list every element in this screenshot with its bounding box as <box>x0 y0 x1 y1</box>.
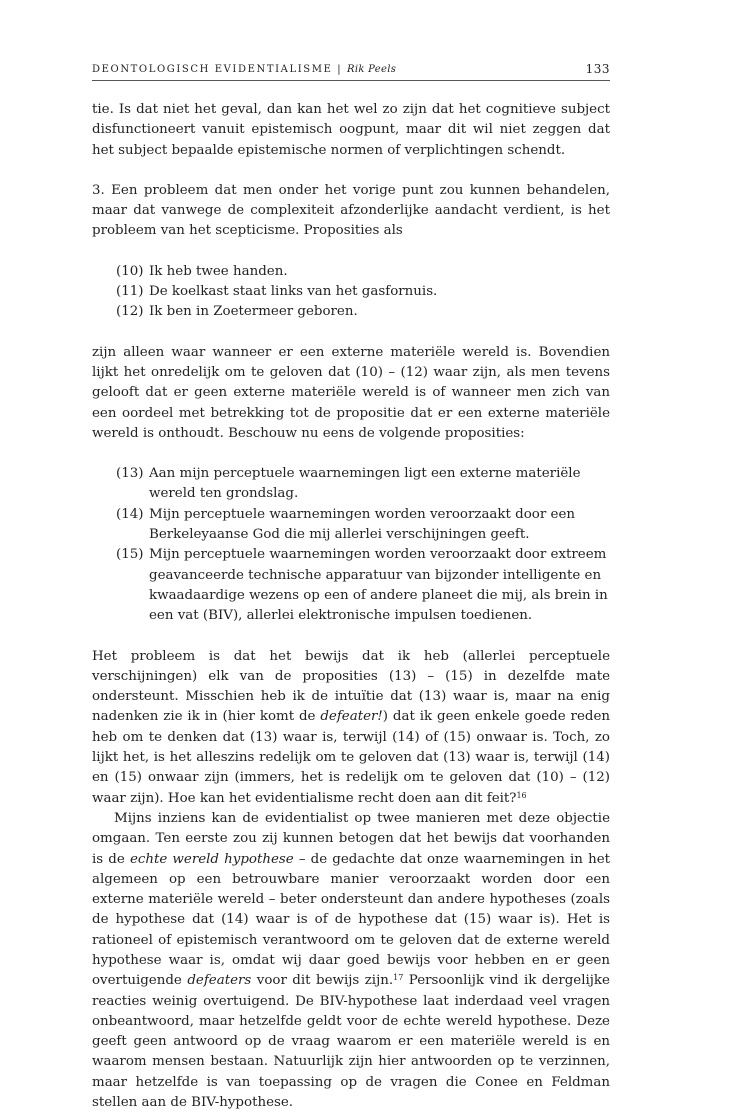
header-author: Rik Peels <box>347 64 397 75</box>
item-number: (12) <box>116 304 144 320</box>
paragraph-gap <box>92 444 610 464</box>
running-header <box>92 62 610 81</box>
running-title <box>92 64 396 75</box>
footnote-ref[interactable]: 16 <box>516 790 527 800</box>
item-number: (10) <box>116 263 144 279</box>
text-run: ) dat ik geen enkele goede reden heb om te denken dat (13) waar is, terwijl (14) of (15) onwaar is. Toch, zo lijkt het, is het alleszins redelijk om te geloven dat (13) waar is, terwijl (14) en (15) onwaar zijn (immers, het is redelijk om te geloven dat (10) – (12) waar zijn). Hoe kan het evidentialisme recht doen aan dit feit? <box>92 709 610 806</box>
proposition-list-1 <box>92 262 610 323</box>
italic-term: echte wereld hypothese <box>129 851 294 867</box>
paragraph-5 <box>92 809 610 1113</box>
text-run: Persoonlijk vind ik dergelijke reacties weinig overtuigend. De BIV-hypothese laat inderdaad veel vragen onbeantwoord, maar hetzelfde geldt voor de echte wereld hypothese. Deze geeft geen antwoord op de vraag waarom er een materiële wereld is en waarom mensen bestaan. Natuurlijk zijn hier antwoorden op te verzinnen, maar hetzelfde is van toepassing op de vragen die Conee en Feldman stellen aan de BIV-hypothese. <box>92 973 610 1111</box>
item-number: (11) <box>116 284 144 300</box>
item-text: Mijn perceptuele waarnemingen worden veroorzaakt door extreem geavanceerde technische apparatuur van bijzonder intelligente en kwaadaardige wezens op een of andere planeet die mij, als brein in een vat (BIV), allerlei elektronische impulsen toedienen. <box>149 547 608 624</box>
paragraph-gap <box>92 323 610 343</box>
paragraph-gap <box>92 242 610 262</box>
item-number: (13) <box>116 466 144 482</box>
italic-term: defeaters <box>187 973 252 989</box>
page-body <box>92 100 610 1113</box>
item-text: Aan mijn perceptuele waarnemingen ligt een externe materiële wereld ten grondslag. <box>149 466 581 502</box>
paragraph-1: tie. Is dat niet het geval, dan kan het wel zo zijn dat het cognitieve subject disfunctioneert vanuit epistemisch oogpunt, maar dit wil niet zeggen dat het subject bepaalde epistemische normen of verplichtingen schendt. <box>92 102 610 158</box>
list-item <box>92 302 610 322</box>
header-separator: | <box>332 64 348 75</box>
list-item <box>92 262 610 282</box>
paragraph-gap <box>92 627 610 647</box>
paragraph-3: zijn alleen waar wanneer er een externe materiële wereld is. Bovendien lijkt het onredelijk om te geloven dat (10) – (12) waar zijn, als men tevens gelooft dat er geen externe materiële wereld is of wanneer men zich van een oordeel met betrekking tot de propositie dat er een externe materiële wereld is onthoudt. Beschouw nu eens de volgende proposities: <box>92 344 610 441</box>
list-item <box>92 282 610 302</box>
item-text: Ik heb twee handen. <box>149 263 288 279</box>
list-item <box>92 545 610 626</box>
item-text: Ik ben in Zoetermeer geboren. <box>149 304 358 320</box>
italic-term: defeater! <box>320 709 383 725</box>
text-run: voor dit bewijs zijn. <box>251 973 394 989</box>
proposition-list-2 <box>92 464 610 626</box>
list-item <box>92 464 610 505</box>
text-run: Het probleem is dat het bewijs dat ik heb (allerlei perceptuele verschijningen) elk van de proposities (13) – (15) in dezelfde mate ondersteunt. Misschien heb ik de intuïtie dat (13) waar is, maar na enig nadenken zie ik in (hier komt de <box>92 648 610 725</box>
list-item <box>92 505 610 546</box>
paragraph-4 <box>92 647 610 809</box>
page-number: 133 <box>585 62 610 76</box>
paragraph-2: 3. Een probleem dat men onder het vorige punt zou kunnen behandelen, maar dat vanwege de complexiteit afzonderlijke aandacht verdient, is het probleem van het scepticisme. Proposities als <box>92 182 610 239</box>
item-number: (14) <box>116 506 144 522</box>
item-number: (15) <box>116 547 144 563</box>
text-run: – de gedachte dat onze waarnemingen in het algemeen op een betrouwbare manier veroorzaakt worden door een externe materiële wereld – beter ondersteunt dan andere hypotheses (zoals de hypothese dat (14) waar is of de hypothese dat (15) waar is). Het is rationeel of epistemisch verantwoord om te geloven dat de externe wereld hypothese waar is, omdat wij daar goed bewijs voor hebben en er geen overtuigende <box>92 851 610 989</box>
text-run: Mijns inziens kan de evidentialist op twee manieren met deze objectie omgaan. Ten eerste zou zij kunnen betogen dat het bewijs dat voorhanden is de <box>92 810 610 867</box>
paragraph-gap <box>92 161 610 181</box>
journal-section-title: DEONTOLOGISCH EVIDENTIALISME <box>92 64 333 75</box>
footnote-ref[interactable]: 17 <box>393 973 404 983</box>
item-text: De koelkast staat links van het gasfornuis. <box>149 284 438 300</box>
item-text: Mijn perceptuele waarnemingen worden veroorzaakt door een Berkeleyaanse God die mij allerlei verschijningen geeft. <box>149 506 575 543</box>
